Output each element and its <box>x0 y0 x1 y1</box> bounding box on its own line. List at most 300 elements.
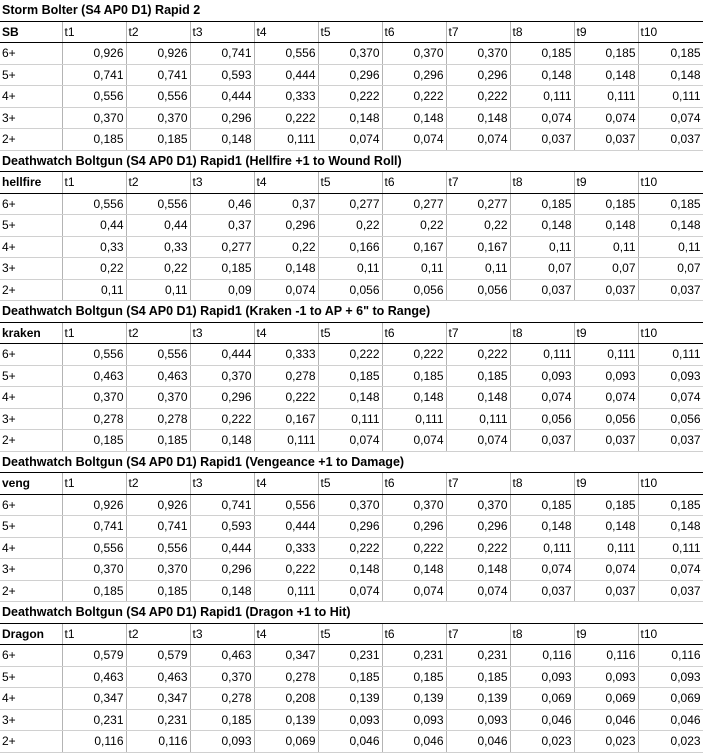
value-cell[interactable]: 0,023 <box>510 731 574 753</box>
row-label[interactable]: 4+ <box>0 387 62 409</box>
value-cell[interactable]: 0,370 <box>446 43 510 65</box>
value-cell[interactable]: 0,037 <box>574 580 638 602</box>
value-cell[interactable]: 0,185 <box>510 494 574 516</box>
value-cell[interactable]: 0,208 <box>254 688 318 710</box>
section-title[interactable]: Deathwatch Boltgun (S4 AP0 D1) Rapid1 (Vengeance +1 to Damage) <box>0 451 703 473</box>
value-cell[interactable]: 0,370 <box>382 43 446 65</box>
value-cell[interactable]: 0,185 <box>638 193 703 215</box>
section-title[interactable]: Deathwatch Boltgun (S4 AP0 D1) Rapid1 (Hellfire +1 to Wound Roll) <box>0 150 703 172</box>
column-header[interactable]: t7 <box>446 21 510 43</box>
row-header-corner[interactable]: veng <box>0 473 62 495</box>
value-cell[interactable]: 0,056 <box>382 279 446 301</box>
row-label[interactable]: 2+ <box>0 279 62 301</box>
value-cell[interactable]: 0,167 <box>254 408 318 430</box>
column-header[interactable]: t2 <box>126 623 190 645</box>
value-cell[interactable]: 0,556 <box>126 86 190 108</box>
value-cell[interactable]: 0,44 <box>62 215 126 237</box>
value-cell[interactable]: 0,185 <box>510 193 574 215</box>
value-cell[interactable]: 0,222 <box>318 344 382 366</box>
value-cell[interactable]: 0,07 <box>510 258 574 280</box>
value-cell[interactable]: 0,741 <box>190 494 254 516</box>
value-cell[interactable]: 0,22 <box>126 258 190 280</box>
value-cell[interactable]: 0,556 <box>254 494 318 516</box>
column-header[interactable]: t4 <box>254 172 318 194</box>
value-cell[interactable]: 0,37 <box>190 215 254 237</box>
value-cell[interactable]: 0,370 <box>446 494 510 516</box>
value-cell[interactable]: 0,074 <box>446 129 510 151</box>
column-header[interactable]: t6 <box>382 21 446 43</box>
value-cell[interactable]: 0,116 <box>126 731 190 753</box>
row-label[interactable]: 2+ <box>0 580 62 602</box>
value-cell[interactable]: 0,463 <box>126 666 190 688</box>
column-header[interactable]: t9 <box>574 623 638 645</box>
column-header[interactable]: t3 <box>190 322 254 344</box>
column-header[interactable]: t9 <box>574 172 638 194</box>
section-title[interactable]: Deathwatch Boltgun (S4 AP0 D1) Rapid1 (Dragon +1 to Hit) <box>0 602 703 624</box>
row-label[interactable]: 2+ <box>0 731 62 753</box>
value-cell[interactable]: 0,093 <box>574 666 638 688</box>
column-header[interactable]: t1 <box>62 322 126 344</box>
value-cell[interactable]: 0,148 <box>318 559 382 581</box>
row-label[interactable]: 2+ <box>0 129 62 151</box>
value-cell[interactable]: 0,074 <box>382 580 446 602</box>
value-cell[interactable]: 0,148 <box>446 559 510 581</box>
value-cell[interactable]: 0,074 <box>318 430 382 452</box>
value-cell[interactable]: 0,037 <box>510 279 574 301</box>
value-cell[interactable]: 0,444 <box>190 344 254 366</box>
value-cell[interactable]: 0,139 <box>254 709 318 731</box>
value-cell[interactable]: 0,333 <box>254 86 318 108</box>
value-cell[interactable]: 0,277 <box>190 236 254 258</box>
value-cell[interactable]: 0,185 <box>318 666 382 688</box>
value-cell[interactable]: 0,069 <box>574 688 638 710</box>
value-cell[interactable]: 0,370 <box>126 387 190 409</box>
column-header[interactable]: t1 <box>62 623 126 645</box>
value-cell[interactable]: 0,44 <box>126 215 190 237</box>
value-cell[interactable]: 0,11 <box>62 279 126 301</box>
value-cell[interactable]: 0,11 <box>510 236 574 258</box>
row-label[interactable]: 6+ <box>0 43 62 65</box>
section-title[interactable]: Deathwatch Boltgun (S4 AP0 D1) Rapid1 (Kraken -1 to AP + 6" to Range) <box>0 301 703 323</box>
column-header[interactable]: t10 <box>638 473 703 495</box>
value-cell[interactable]: 0,074 <box>638 107 703 129</box>
value-cell[interactable]: 0,556 <box>126 344 190 366</box>
value-cell[interactable]: 0,116 <box>62 731 126 753</box>
value-cell[interactable]: 0,370 <box>62 107 126 129</box>
value-cell[interactable]: 0,741 <box>190 43 254 65</box>
value-cell[interactable]: 0,148 <box>510 215 574 237</box>
value-cell[interactable]: 0,139 <box>318 688 382 710</box>
value-cell[interactable]: 0,185 <box>382 666 446 688</box>
column-header[interactable]: t2 <box>126 172 190 194</box>
value-cell[interactable]: 0,579 <box>126 645 190 667</box>
value-cell[interactable]: 0,074 <box>254 279 318 301</box>
value-cell[interactable]: 0,926 <box>62 43 126 65</box>
value-cell[interactable]: 0,11 <box>318 258 382 280</box>
value-cell[interactable]: 0,185 <box>62 430 126 452</box>
column-header[interactable]: t2 <box>126 473 190 495</box>
row-label[interactable]: 3+ <box>0 559 62 581</box>
value-cell[interactable]: 0,185 <box>190 709 254 731</box>
value-cell[interactable]: 0,556 <box>126 193 190 215</box>
column-header[interactable]: t10 <box>638 172 703 194</box>
value-cell[interactable]: 0,111 <box>318 408 382 430</box>
value-cell[interactable]: 0,069 <box>638 688 703 710</box>
value-cell[interactable]: 0,347 <box>62 688 126 710</box>
value-cell[interactable]: 0,185 <box>638 43 703 65</box>
value-cell[interactable]: 0,166 <box>318 236 382 258</box>
section-title[interactable]: Storm Bolter (S4 AP0 D1) Rapid 2 <box>0 0 703 21</box>
value-cell[interactable]: 0,444 <box>254 516 318 538</box>
value-cell[interactable]: 0,111 <box>446 408 510 430</box>
row-label[interactable]: 3+ <box>0 408 62 430</box>
value-cell[interactable]: 0,741 <box>62 516 126 538</box>
column-header[interactable]: t6 <box>382 172 446 194</box>
value-cell[interactable]: 0,139 <box>446 688 510 710</box>
value-cell[interactable]: 0,074 <box>382 129 446 151</box>
column-header[interactable]: t1 <box>62 473 126 495</box>
column-header[interactable]: t8 <box>510 322 574 344</box>
column-header[interactable]: t7 <box>446 623 510 645</box>
value-cell[interactable]: 0,22 <box>382 215 446 237</box>
value-cell[interactable]: 0,22 <box>318 215 382 237</box>
value-cell[interactable]: 0,222 <box>446 344 510 366</box>
value-cell[interactable]: 0,185 <box>446 666 510 688</box>
value-cell[interactable]: 0,370 <box>126 559 190 581</box>
value-cell[interactable]: 0,093 <box>638 365 703 387</box>
value-cell[interactable]: 0,11 <box>126 279 190 301</box>
value-cell[interactable]: 0,11 <box>446 258 510 280</box>
value-cell[interactable]: 0,222 <box>254 107 318 129</box>
value-cell[interactable]: 0,148 <box>510 64 574 86</box>
value-cell[interactable]: 0,148 <box>446 107 510 129</box>
value-cell[interactable]: 0,33 <box>126 236 190 258</box>
value-cell[interactable]: 0,046 <box>318 731 382 753</box>
value-cell[interactable]: 0,046 <box>638 709 703 731</box>
value-cell[interactable]: 0,074 <box>510 107 574 129</box>
column-header[interactable]: t6 <box>382 473 446 495</box>
row-label[interactable]: 5+ <box>0 516 62 538</box>
value-cell[interactable]: 0,185 <box>62 129 126 151</box>
value-cell[interactable]: 0,111 <box>638 537 703 559</box>
value-cell[interactable]: 0,093 <box>318 709 382 731</box>
value-cell[interactable]: 0,926 <box>126 43 190 65</box>
value-cell[interactable]: 0,22 <box>446 215 510 237</box>
value-cell[interactable]: 0,111 <box>510 537 574 559</box>
value-cell[interactable]: 0,148 <box>574 64 638 86</box>
value-cell[interactable]: 0,370 <box>62 559 126 581</box>
value-cell[interactable]: 0,074 <box>574 559 638 581</box>
value-cell[interactable]: 0,231 <box>62 709 126 731</box>
value-cell[interactable]: 0,148 <box>382 559 446 581</box>
value-cell[interactable]: 0,222 <box>446 537 510 559</box>
value-cell[interactable]: 0,093 <box>574 365 638 387</box>
value-cell[interactable]: 0,296 <box>190 387 254 409</box>
value-cell[interactable]: 0,074 <box>574 107 638 129</box>
value-cell[interactable]: 0,111 <box>574 344 638 366</box>
value-cell[interactable]: 0,185 <box>574 43 638 65</box>
column-header[interactable]: t3 <box>190 473 254 495</box>
column-header[interactable]: t9 <box>574 21 638 43</box>
value-cell[interactable]: 0,370 <box>190 365 254 387</box>
value-cell[interactable]: 0,116 <box>638 645 703 667</box>
column-header[interactable]: t5 <box>318 21 382 43</box>
value-cell[interactable]: 0,926 <box>62 494 126 516</box>
value-cell[interactable]: 0,037 <box>574 129 638 151</box>
value-cell[interactable]: 0,037 <box>574 279 638 301</box>
row-label[interactable]: 6+ <box>0 645 62 667</box>
value-cell[interactable]: 0,741 <box>62 64 126 86</box>
value-cell[interactable]: 0,296 <box>446 516 510 538</box>
value-cell[interactable]: 0,037 <box>574 430 638 452</box>
value-cell[interactable]: 0,231 <box>446 645 510 667</box>
column-header[interactable]: t6 <box>382 623 446 645</box>
value-cell[interactable]: 0,074 <box>318 129 382 151</box>
value-cell[interactable]: 0,222 <box>446 86 510 108</box>
value-cell[interactable]: 0,093 <box>446 709 510 731</box>
value-cell[interactable]: 0,148 <box>510 516 574 538</box>
value-cell[interactable]: 0,111 <box>574 537 638 559</box>
value-cell[interactable]: 0,278 <box>126 408 190 430</box>
row-label[interactable]: 4+ <box>0 537 62 559</box>
column-header[interactable]: t3 <box>190 172 254 194</box>
column-header[interactable]: t4 <box>254 473 318 495</box>
column-header[interactable]: t3 <box>190 21 254 43</box>
row-label[interactable]: 4+ <box>0 688 62 710</box>
value-cell[interactable]: 0,185 <box>126 580 190 602</box>
value-cell[interactable]: 0,463 <box>190 645 254 667</box>
value-cell[interactable]: 0,056 <box>510 408 574 430</box>
value-cell[interactable]: 0,296 <box>318 516 382 538</box>
value-cell[interactable]: 0,278 <box>254 365 318 387</box>
value-cell[interactable]: 0,185 <box>574 193 638 215</box>
value-cell[interactable]: 0,185 <box>510 43 574 65</box>
column-header[interactable]: t1 <box>62 21 126 43</box>
value-cell[interactable]: 0,222 <box>382 86 446 108</box>
value-cell[interactable]: 0,023 <box>574 731 638 753</box>
value-cell[interactable]: 0,148 <box>638 64 703 86</box>
value-cell[interactable]: 0,185 <box>382 365 446 387</box>
value-cell[interactable]: 0,231 <box>126 709 190 731</box>
value-cell[interactable]: 0,277 <box>446 193 510 215</box>
column-header[interactable]: t1 <box>62 172 126 194</box>
value-cell[interactable]: 0,116 <box>510 645 574 667</box>
column-header[interactable]: t5 <box>318 172 382 194</box>
value-cell[interactable]: 0,185 <box>62 580 126 602</box>
value-cell[interactable]: 0,148 <box>318 107 382 129</box>
value-cell[interactable]: 0,148 <box>382 387 446 409</box>
value-cell[interactable]: 0,277 <box>318 193 382 215</box>
column-header[interactable]: t7 <box>446 322 510 344</box>
row-header-corner[interactable]: kraken <box>0 322 62 344</box>
column-header[interactable]: t7 <box>446 473 510 495</box>
row-label[interactable]: 6+ <box>0 193 62 215</box>
row-label[interactable]: 6+ <box>0 344 62 366</box>
value-cell[interactable]: 0,11 <box>574 236 638 258</box>
value-cell[interactable]: 0,556 <box>254 43 318 65</box>
value-cell[interactable]: 0,056 <box>318 279 382 301</box>
value-cell[interactable]: 0,741 <box>126 64 190 86</box>
value-cell[interactable]: 0,148 <box>190 580 254 602</box>
value-cell[interactable]: 0,46 <box>190 193 254 215</box>
value-cell[interactable]: 0,148 <box>638 516 703 538</box>
value-cell[interactable]: 0,037 <box>638 279 703 301</box>
value-cell[interactable]: 0,11 <box>382 258 446 280</box>
value-cell[interactable]: 0,185 <box>126 430 190 452</box>
value-cell[interactable]: 0,167 <box>382 236 446 258</box>
value-cell[interactable]: 0,222 <box>382 537 446 559</box>
value-cell[interactable]: 0,069 <box>254 731 318 753</box>
value-cell[interactable]: 0,222 <box>318 537 382 559</box>
value-cell[interactable]: 0,231 <box>318 645 382 667</box>
row-header-corner[interactable]: SB <box>0 21 62 43</box>
value-cell[interactable]: 0,037 <box>638 129 703 151</box>
row-label[interactable]: 3+ <box>0 107 62 129</box>
value-cell[interactable]: 0,093 <box>638 666 703 688</box>
value-cell[interactable]: 0,148 <box>318 387 382 409</box>
value-cell[interactable]: 0,046 <box>382 731 446 753</box>
value-cell[interactable]: 0,09 <box>190 279 254 301</box>
value-cell[interactable]: 0,116 <box>574 645 638 667</box>
value-cell[interactable]: 0,370 <box>126 107 190 129</box>
value-cell[interactable]: 0,148 <box>382 107 446 129</box>
value-cell[interactable]: 0,926 <box>126 494 190 516</box>
value-cell[interactable]: 0,277 <box>382 193 446 215</box>
value-cell[interactable]: 0,593 <box>190 64 254 86</box>
column-header[interactable]: t10 <box>638 21 703 43</box>
row-label[interactable]: 5+ <box>0 215 62 237</box>
value-cell[interactable]: 0,22 <box>254 236 318 258</box>
value-cell[interactable]: 0,074 <box>510 559 574 581</box>
column-header[interactable]: t4 <box>254 322 318 344</box>
value-cell[interactable]: 0,231 <box>382 645 446 667</box>
value-cell[interactable]: 0,074 <box>510 387 574 409</box>
value-cell[interactable]: 0,296 <box>446 64 510 86</box>
row-header-corner[interactable]: Dragon <box>0 623 62 645</box>
value-cell[interactable]: 0,111 <box>638 86 703 108</box>
value-cell[interactable]: 0,111 <box>510 86 574 108</box>
value-cell[interactable]: 0,37 <box>254 193 318 215</box>
value-cell[interactable]: 0,148 <box>446 387 510 409</box>
column-header[interactable]: t9 <box>574 473 638 495</box>
value-cell[interactable]: 0,444 <box>190 537 254 559</box>
column-header[interactable]: t8 <box>510 21 574 43</box>
value-cell[interactable]: 0,046 <box>510 709 574 731</box>
value-cell[interactable]: 0,074 <box>638 387 703 409</box>
value-cell[interactable]: 0,093 <box>510 666 574 688</box>
column-header[interactable]: t2 <box>126 322 190 344</box>
value-cell[interactable]: 0,556 <box>62 537 126 559</box>
column-header[interactable]: t5 <box>318 473 382 495</box>
column-header[interactable]: t8 <box>510 473 574 495</box>
value-cell[interactable]: 0,370 <box>382 494 446 516</box>
value-cell[interactable]: 0,579 <box>62 645 126 667</box>
value-cell[interactable]: 0,111 <box>574 86 638 108</box>
value-cell[interactable]: 0,046 <box>574 709 638 731</box>
value-cell[interactable]: 0,07 <box>574 258 638 280</box>
value-cell[interactable]: 0,148 <box>254 258 318 280</box>
value-cell[interactable]: 0,556 <box>126 537 190 559</box>
row-label[interactable]: 2+ <box>0 430 62 452</box>
value-cell[interactable]: 0,093 <box>190 731 254 753</box>
value-cell[interactable]: 0,556 <box>62 86 126 108</box>
row-label[interactable]: 4+ <box>0 236 62 258</box>
row-label[interactable]: 4+ <box>0 86 62 108</box>
value-cell[interactable]: 0,463 <box>62 666 126 688</box>
column-header[interactable]: t6 <box>382 322 446 344</box>
value-cell[interactable]: 0,093 <box>510 365 574 387</box>
value-cell[interactable]: 0,056 <box>446 279 510 301</box>
value-cell[interactable]: 0,037 <box>510 580 574 602</box>
value-cell[interactable]: 0,074 <box>446 430 510 452</box>
value-cell[interactable]: 0,222 <box>190 408 254 430</box>
value-cell[interactable]: 0,074 <box>574 387 638 409</box>
value-cell[interactable]: 0,444 <box>254 64 318 86</box>
value-cell[interactable]: 0,296 <box>382 516 446 538</box>
value-cell[interactable]: 0,111 <box>638 344 703 366</box>
column-header[interactable]: t3 <box>190 623 254 645</box>
value-cell[interactable]: 0,185 <box>126 129 190 151</box>
row-label[interactable]: 5+ <box>0 64 62 86</box>
value-cell[interactable]: 0,278 <box>62 408 126 430</box>
value-cell[interactable]: 0,07 <box>638 258 703 280</box>
row-header-corner[interactable]: hellfire <box>0 172 62 194</box>
value-cell[interactable]: 0,222 <box>382 344 446 366</box>
value-cell[interactable]: 0,074 <box>446 580 510 602</box>
column-header[interactable]: t5 <box>318 322 382 344</box>
value-cell[interactable]: 0,347 <box>254 645 318 667</box>
value-cell[interactable]: 0,296 <box>318 64 382 86</box>
row-label[interactable]: 5+ <box>0 666 62 688</box>
value-cell[interactable]: 0,463 <box>62 365 126 387</box>
value-cell[interactable]: 0,347 <box>126 688 190 710</box>
value-cell[interactable]: 0,074 <box>638 559 703 581</box>
value-cell[interactable]: 0,11 <box>638 236 703 258</box>
value-cell[interactable]: 0,148 <box>190 129 254 151</box>
value-cell[interactable]: 0,296 <box>254 215 318 237</box>
column-header[interactable]: t5 <box>318 623 382 645</box>
value-cell[interactable]: 0,333 <box>254 344 318 366</box>
value-cell[interactable]: 0,463 <box>126 365 190 387</box>
value-cell[interactable]: 0,185 <box>574 494 638 516</box>
column-header[interactable]: t4 <box>254 623 318 645</box>
value-cell[interactable]: 0,370 <box>62 387 126 409</box>
value-cell[interactable]: 0,037 <box>510 129 574 151</box>
value-cell[interactable]: 0,22 <box>62 258 126 280</box>
column-header[interactable]: t10 <box>638 322 703 344</box>
column-header[interactable]: t4 <box>254 21 318 43</box>
value-cell[interactable]: 0,074 <box>382 430 446 452</box>
value-cell[interactable]: 0,370 <box>190 666 254 688</box>
value-cell[interactable]: 0,33 <box>62 236 126 258</box>
value-cell[interactable]: 0,056 <box>638 408 703 430</box>
value-cell[interactable]: 0,593 <box>190 516 254 538</box>
value-cell[interactable]: 0,296 <box>382 64 446 86</box>
value-cell[interactable]: 0,111 <box>254 430 318 452</box>
value-cell[interactable]: 0,148 <box>638 215 703 237</box>
column-header[interactable]: t2 <box>126 21 190 43</box>
value-cell[interactable]: 0,370 <box>318 494 382 516</box>
value-cell[interactable]: 0,037 <box>638 580 703 602</box>
value-cell[interactable]: 0,111 <box>254 580 318 602</box>
value-cell[interactable]: 0,296 <box>190 107 254 129</box>
value-cell[interactable]: 0,056 <box>574 408 638 430</box>
value-cell[interactable]: 0,111 <box>510 344 574 366</box>
value-cell[interactable]: 0,139 <box>382 688 446 710</box>
value-cell[interactable]: 0,333 <box>254 537 318 559</box>
value-cell[interactable]: 0,148 <box>190 430 254 452</box>
value-cell[interactable]: 0,074 <box>318 580 382 602</box>
